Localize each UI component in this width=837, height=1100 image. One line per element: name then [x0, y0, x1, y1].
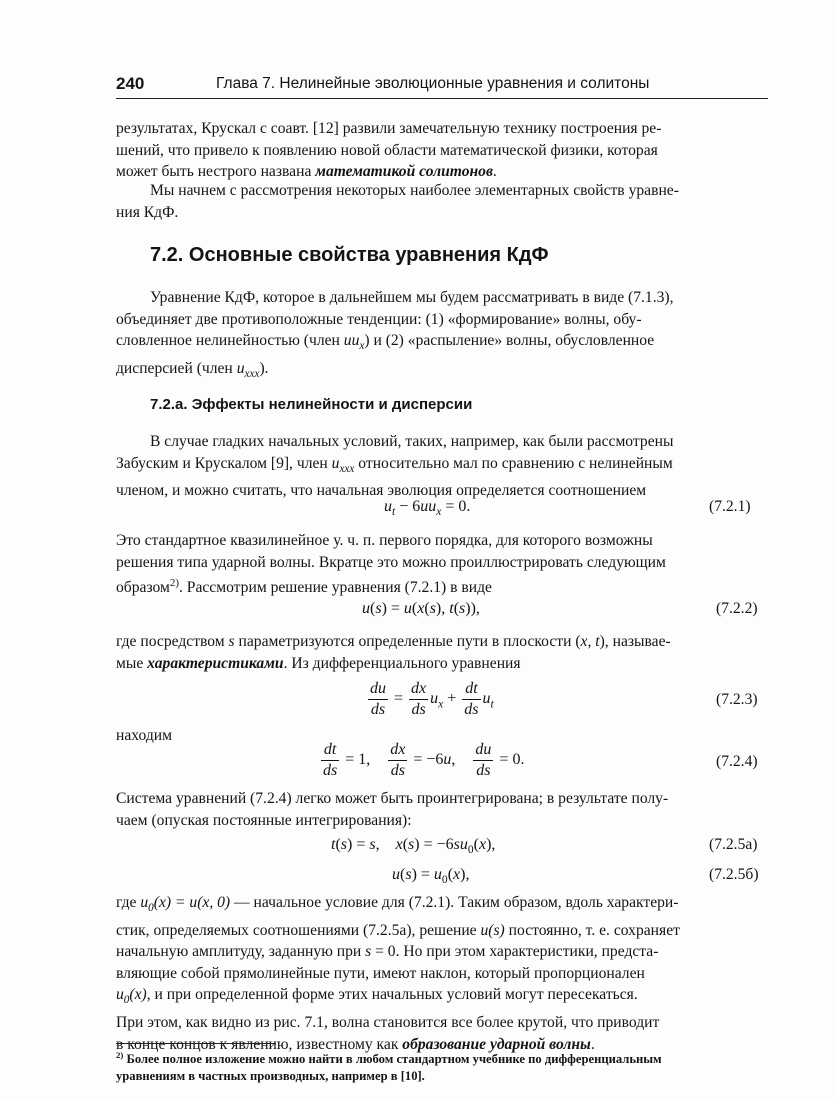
text-line: в конце концов к явлению, известному как образование ударной волны. [116, 1035, 595, 1053]
text-line: В случае гладких начальных условий, таких, например, как были рассмотрены [150, 433, 674, 450]
equation-number: (7.2.5б) [709, 866, 759, 883]
text-line: образом$^{2)}$. Рассмотрим решение уравнения (7.2.1) в виде [116, 577, 492, 597]
footnote-divider [116, 1043, 276, 1044]
text-line: может быть нестрого названа математикой солитонов. [116, 163, 497, 181]
text-line: шений, что привело к появлению новой области математической физики, которая [116, 141, 658, 159]
text-line: уравнениям в частных производных, например в [10]. [116, 1069, 425, 1084]
text-line: $u_0(x)$, и при определенной форме этих начальных условий могут пересекаться. [116, 986, 638, 1007]
text-line: результатах, Крускал с соавт. [12] развили замечательную технику построения ре- [116, 120, 662, 137]
text-line: дисперсией (член $u_{xxx}$). [116, 359, 269, 380]
paragraph-1 [116, 118, 768, 183]
text-line: Уравнение КдФ, которое в дальнейшем мы будем рассматривать в виде (7.1.3), [150, 289, 674, 306]
text-line: Забуским и Крускалом [9], член $u_{xxx}$ относительно мал по сравнению с нелинейным [116, 454, 673, 475]
equation-7-2-4: $\frac{dt}{ds}$ = 1, $\frac{dx}{ds}$ = −6u, $\frac{du}{ds}$ = 0. [323, 741, 525, 779]
text-line: где $u_0(x) = u(x$, 0) — начальное условие для (7.2.1). Таким образом, вдоль характери- [116, 894, 679, 915]
equation-number: (7.2.5a) [709, 836, 758, 853]
equation-number: (7.2.3) [716, 691, 758, 708]
equation-number: (7.2.1) [709, 498, 751, 515]
equation-number: (7.2.4) [716, 753, 758, 770]
text-line: начальную амплитуду, заданную при s = 0. Но при этом характеристики, предста- [116, 943, 659, 961]
section-heading: 7.2. Основные свойства уравнения КдФ [150, 244, 549, 266]
paragraph-6 [116, 631, 768, 674]
paragraph-5 [116, 530, 768, 599]
subsection-heading: 7.2.a. Эффекты нелинейности и дисперсии [150, 396, 473, 413]
emphasis-term: образование ударной волны [402, 1035, 591, 1053]
text-line: Система уравнений (7.2.4) легко может быть проинтегрирована; в результате полу- [116, 790, 669, 807]
text-line: стик, определяемых соотношениями (7.2.5а), решение u(s) постоянно, т. е. сохраняет [116, 921, 680, 939]
equation-7-2-5b: $u(s) = u_0(x)$, [392, 866, 470, 887]
text-line: чаем (опуская постоянные интегрирования): [116, 811, 412, 829]
page-header [116, 68, 768, 99]
text-line: Это стандартное квазилинейное у. ч. п. первого порядка, для которого возможны [116, 532, 653, 549]
equation-7-2-5a: t(s) = s, $x(s) = -6su_0(x)$, [331, 836, 496, 857]
equation-7-2-1: $u_t - 6uu_x = 0$. [384, 498, 471, 519]
paragraph-2 [116, 180, 768, 223]
emphasis-term: характеристиками [147, 654, 284, 672]
equation-7-2-2: u(s) = u(x(s), t(s)), [362, 600, 480, 617]
page-number: 240 [116, 74, 145, 93]
equation-number: (7.2.2) [716, 600, 758, 617]
footnote-mark: 2) [116, 1050, 124, 1060]
text-line: членом, и можно считать, что начальная эволюция определяется соотношением [116, 482, 647, 500]
text-line: При этом, как видно из рис. 7.1, волна становится все более крутой, что приводит [116, 1014, 660, 1032]
paragraph-9 [116, 892, 768, 1055]
text-line: вляющие собой прямолинейные пути, имеют наклон, который пропорционален [116, 964, 645, 982]
paragraph-3 [116, 287, 768, 386]
text-line: находим [116, 727, 172, 744]
text-line: словленное нелинейностью (член $uu_x$) и (2) «распыление» волны, обусловленное [116, 332, 655, 353]
text-line: ния КдФ. [116, 203, 179, 221]
emphasis-term: математикой солитонов [315, 163, 493, 181]
text-line: $^{2)}$ Более полное изложение можно найти в любом стандартном учебнике по дифференциальным [116, 1050, 662, 1067]
paragraph-8 [116, 788, 768, 831]
text-line: мые характеристиками. Из дифференциального уравнения [116, 654, 521, 672]
text-line: объединяет две противоположные тенденции: (1) «формирование» волны, обу- [116, 310, 642, 328]
running-head: Глава 7. Нелинейные эволюционные уравнения и солитоны [216, 75, 650, 92]
text-line: Мы начнем с рассмотрения некоторых наиболее элементарных свойств уравне- [150, 182, 679, 199]
equation-7-2-3: $\frac{du}{ds}$ = $\frac{dx}{ds}$ $u_x$ + $\frac{dt}{ds}$ $u_t$ [370, 680, 494, 718]
paragraph-4 [116, 431, 768, 502]
footnote [116, 1047, 768, 1085]
text-line: решения типа ударной волны. Вкратце это можно проиллюстрировать следующим [116, 553, 666, 571]
text-line: где посредством s параметризуются определенные пути в плоскости (x, t), называе- [116, 633, 671, 650]
footnote-ref: 2) [169, 577, 179, 590]
